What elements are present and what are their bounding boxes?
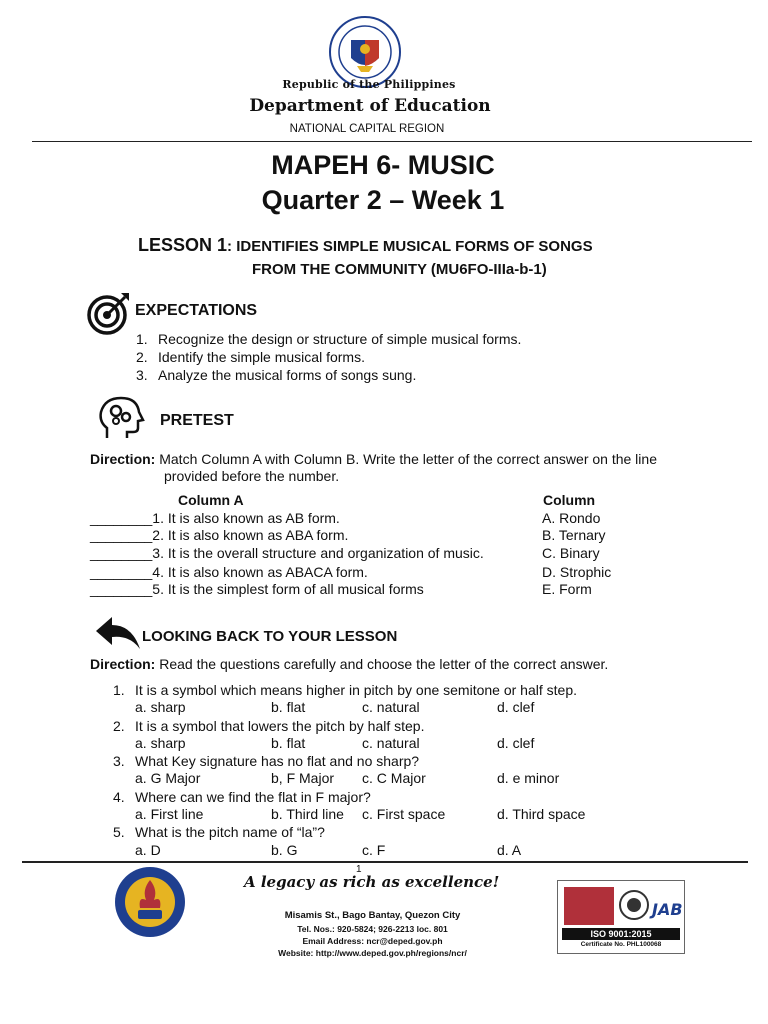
footer-tagline: A legacy as rich as excellence! (244, 873, 500, 891)
head-gears-icon (97, 394, 145, 442)
question (113, 753, 419, 769)
footer-email: Email Address: ncr@deped.gov.ph (302, 936, 443, 946)
item-text: Analyze the musical forms of songs sung. (158, 367, 417, 383)
iso-label: ISO 9001:2015 (562, 928, 680, 940)
pretest-direction (90, 451, 657, 467)
choice: c. C Major (362, 770, 426, 786)
choice: d. e minor (497, 770, 560, 786)
expectation-item (136, 367, 416, 383)
expectation-item (136, 331, 521, 347)
choice: d. clef (497, 735, 535, 751)
question-text: Where can we find the flat in F major? (135, 789, 371, 805)
footer-website: Website: http://www.deped.gov.ph/regions/ncr/ (278, 948, 467, 958)
question (113, 718, 424, 734)
pretest-item-b: C. Binary (542, 545, 600, 561)
pretest-item-b: E. Form (542, 581, 592, 597)
item-text: Identify the simple musical forms. (158, 349, 365, 365)
pretest-item-a: ________3. It is the overall structure and organization of music. (90, 545, 484, 561)
choice: c. natural (362, 735, 420, 751)
iso-certification-badge (557, 880, 685, 954)
looking-back-heading: LOOKING BACK TO YOUR LESSON (142, 628, 398, 645)
certifier-emblem-icon (618, 885, 683, 927)
choice: a. sharp (135, 735, 186, 751)
pretest-item-a: ________2. It is also known as ABA form. (90, 527, 349, 543)
question (113, 682, 577, 698)
choice: a. First line (135, 806, 204, 822)
choice: a. sharp (135, 699, 186, 715)
looking-back-direction (90, 656, 608, 672)
pretest-item-a: ________4. It is also known as ABACA form. (90, 564, 368, 580)
column-b-header: Column (543, 492, 596, 508)
choice: b. Third line (271, 806, 344, 822)
footer-address: Misamis St., Bago Bantay, Quezon City (284, 910, 461, 921)
page-subtitle: Quarter 2 – Week 1 (261, 185, 505, 215)
certifier-logo-block (564, 887, 614, 925)
choice: c. natural (362, 699, 420, 715)
footer-tel: Tel. Nos.: 920-5824; 926-2213 loc. 801 (297, 924, 448, 934)
pretest-direction-cont: provided before the number. (164, 468, 340, 484)
target-icon (87, 291, 131, 335)
pretest-item-b: D. Strophic (542, 564, 612, 580)
question-number: 3. (113, 753, 125, 769)
choice: b. flat (271, 735, 306, 751)
column-a-header: Column A (178, 492, 244, 508)
choice: a. D (135, 842, 161, 858)
direction-label: Direction: (90, 656, 156, 672)
question-text: What Key signature has no flat and no sharp? (135, 753, 420, 769)
item-number: 3. (136, 367, 148, 383)
department-text: Department of Education (249, 96, 491, 116)
direction-label: Direction: (90, 451, 156, 467)
svg-text:JAB: JAB (652, 900, 683, 919)
question-number: 2. (113, 718, 125, 734)
expectations-heading: EXPECTATIONS (135, 302, 258, 319)
question-number: 1. (113, 682, 125, 698)
question-text: It is a symbol that lowers the pitch by half step. (135, 718, 425, 734)
direction-text: Match Column A with Column B. Write the letter of the correct answer on the line (159, 451, 657, 467)
question (113, 789, 371, 805)
lesson-title-line2: FROM THE COMMUNITY (MU6FO-IIIa-b-1) (252, 261, 547, 278)
pretest-item-b: A. Rondo (542, 510, 601, 526)
lesson-label: LESSON 1 (138, 235, 228, 255)
lesson-title (138, 235, 593, 256)
choice: a. G Major (135, 770, 201, 786)
deped-ncr-seal-logo (114, 866, 186, 938)
back-arrow-icon (94, 615, 142, 651)
question-number: 4. (113, 789, 125, 805)
direction-text: Read the questions carefully and choose the letter of the correct answer. (159, 656, 609, 672)
item-number: 2. (136, 349, 148, 365)
page-number: 1 (356, 864, 362, 875)
choice: d. clef (497, 699, 535, 715)
choice: d. A (497, 842, 522, 858)
header-divider (32, 141, 752, 142)
question-text: What is the pitch name of “la”? (135, 824, 325, 840)
pretest-heading: PRETEST (160, 412, 234, 429)
question-number: 5. (113, 824, 125, 840)
question-text: It is a symbol which means higher in pitch by one semitone or half step. (135, 682, 577, 698)
choice: d. Third space (497, 806, 586, 822)
lesson-title-line1: : IDENTIFIES SIMPLE MUSICAL FORMS OF SONGS (227, 238, 593, 255)
pretest-item-a: ________5. It is the simplest form of all musical forms (90, 581, 424, 597)
item-number: 1. (136, 331, 148, 347)
certificate-number: Certificate No. PHL100068 (580, 941, 662, 948)
expectation-item (136, 349, 365, 365)
question (113, 824, 325, 840)
page-title: MAPEH 6- MUSIC (271, 150, 495, 180)
pretest-item-a: ________1. It is also known as AB form. (90, 510, 340, 526)
choice: b. G (271, 842, 298, 858)
choice: b. flat (271, 699, 306, 715)
choice: c. F (362, 842, 386, 858)
choice: c. First space (362, 806, 446, 822)
region-text: NATIONAL CAPITAL REGION (289, 123, 445, 135)
choice: b, F Major (271, 770, 335, 786)
pretest-item-b: B. Ternary (542, 527, 606, 543)
item-text: Recognize the design or structure of simple musical forms. (158, 331, 522, 347)
footer-divider (22, 861, 748, 863)
republic-text: Republic of the Philippines (282, 78, 456, 91)
